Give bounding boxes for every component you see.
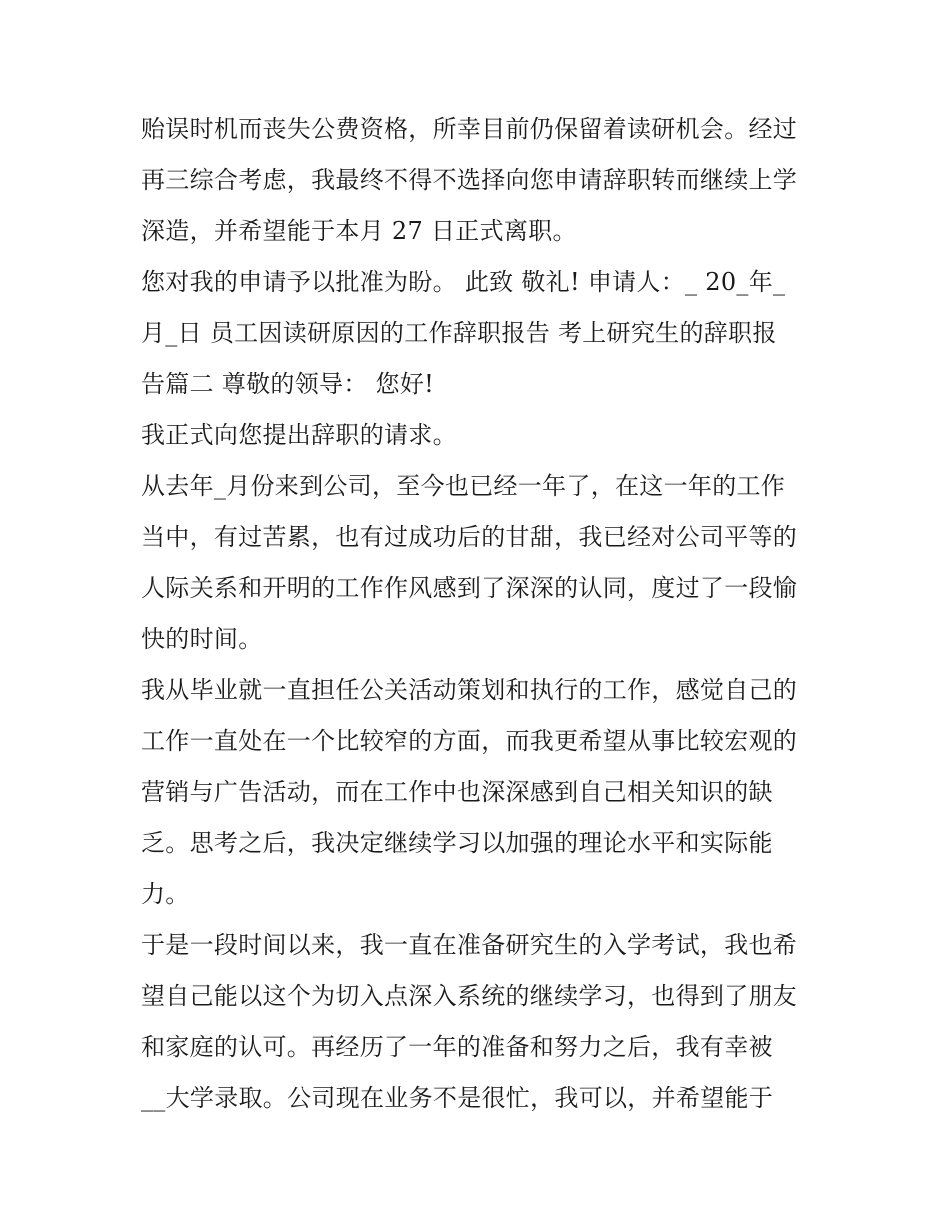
text-line: 当中，有过苦累，也有过成功后的甘甜，我已经对公司平等的 xyxy=(141,523,798,551)
text-line: 力。 xyxy=(141,880,190,908)
text-line: 我正式向您提出辞职的请求。 xyxy=(141,421,457,449)
text-line: 告篇二 尊敬的领导： 您好! xyxy=(141,370,435,398)
text-line: 工作一直处在一个比较窄的方面，而我更希望从事比较宏观的 xyxy=(141,727,798,755)
text-line: 深造，并希望能于本月 27 日正式离职。 xyxy=(141,217,577,245)
text-line: 再三综合考虑，我最终不得不选择向您申请辞职转而继续上学 xyxy=(141,166,798,194)
text-line: 乏。思考之后，我决定继续学习以加强的理论水平和实际能 xyxy=(141,829,773,857)
text-line: 望自己能以这个为切入点深入系统的继续学习，也得到了朋友 xyxy=(141,982,798,1010)
text-line: 月_日 员工因读研原因的工作辞职报告 考上研究生的辞职报 xyxy=(141,319,777,347)
text-line: 营销与广告活动，而在工作中也深深感到自己相关知识的缺 xyxy=(141,778,773,806)
text-line: 贻误时机而丧失公费资格，所幸目前仍保留着读研机会。经过 xyxy=(141,115,798,143)
text-line: 人际关系和开明的工作作风感到了深深的认同，度过了一段愉 xyxy=(141,574,798,602)
text-line: 我从毕业就一直担任公关活动策划和执行的工作，感觉自己的 xyxy=(141,676,798,704)
text-line: 快的时间。 xyxy=(141,625,263,653)
text-line: 从去年_月份来到公司，至今也已经一年了，在这一年的工作 xyxy=(141,472,786,500)
document-body xyxy=(141,104,821,1124)
text-line: __大学录取。公司现在业务不是很忙，我可以，并希望能于 xyxy=(141,1084,774,1112)
text-line: 和家庭的认可。再经历了一年的准备和努力之后，我有幸被 xyxy=(141,1033,773,1061)
text-line: 您对我的申请予以批准为盼。 此致 敬礼! 申请人：_ 20_年_ xyxy=(141,268,786,296)
text-line: 于是一段时间以来，我一直在准备研究生的入学考试，我也希 xyxy=(141,931,798,959)
